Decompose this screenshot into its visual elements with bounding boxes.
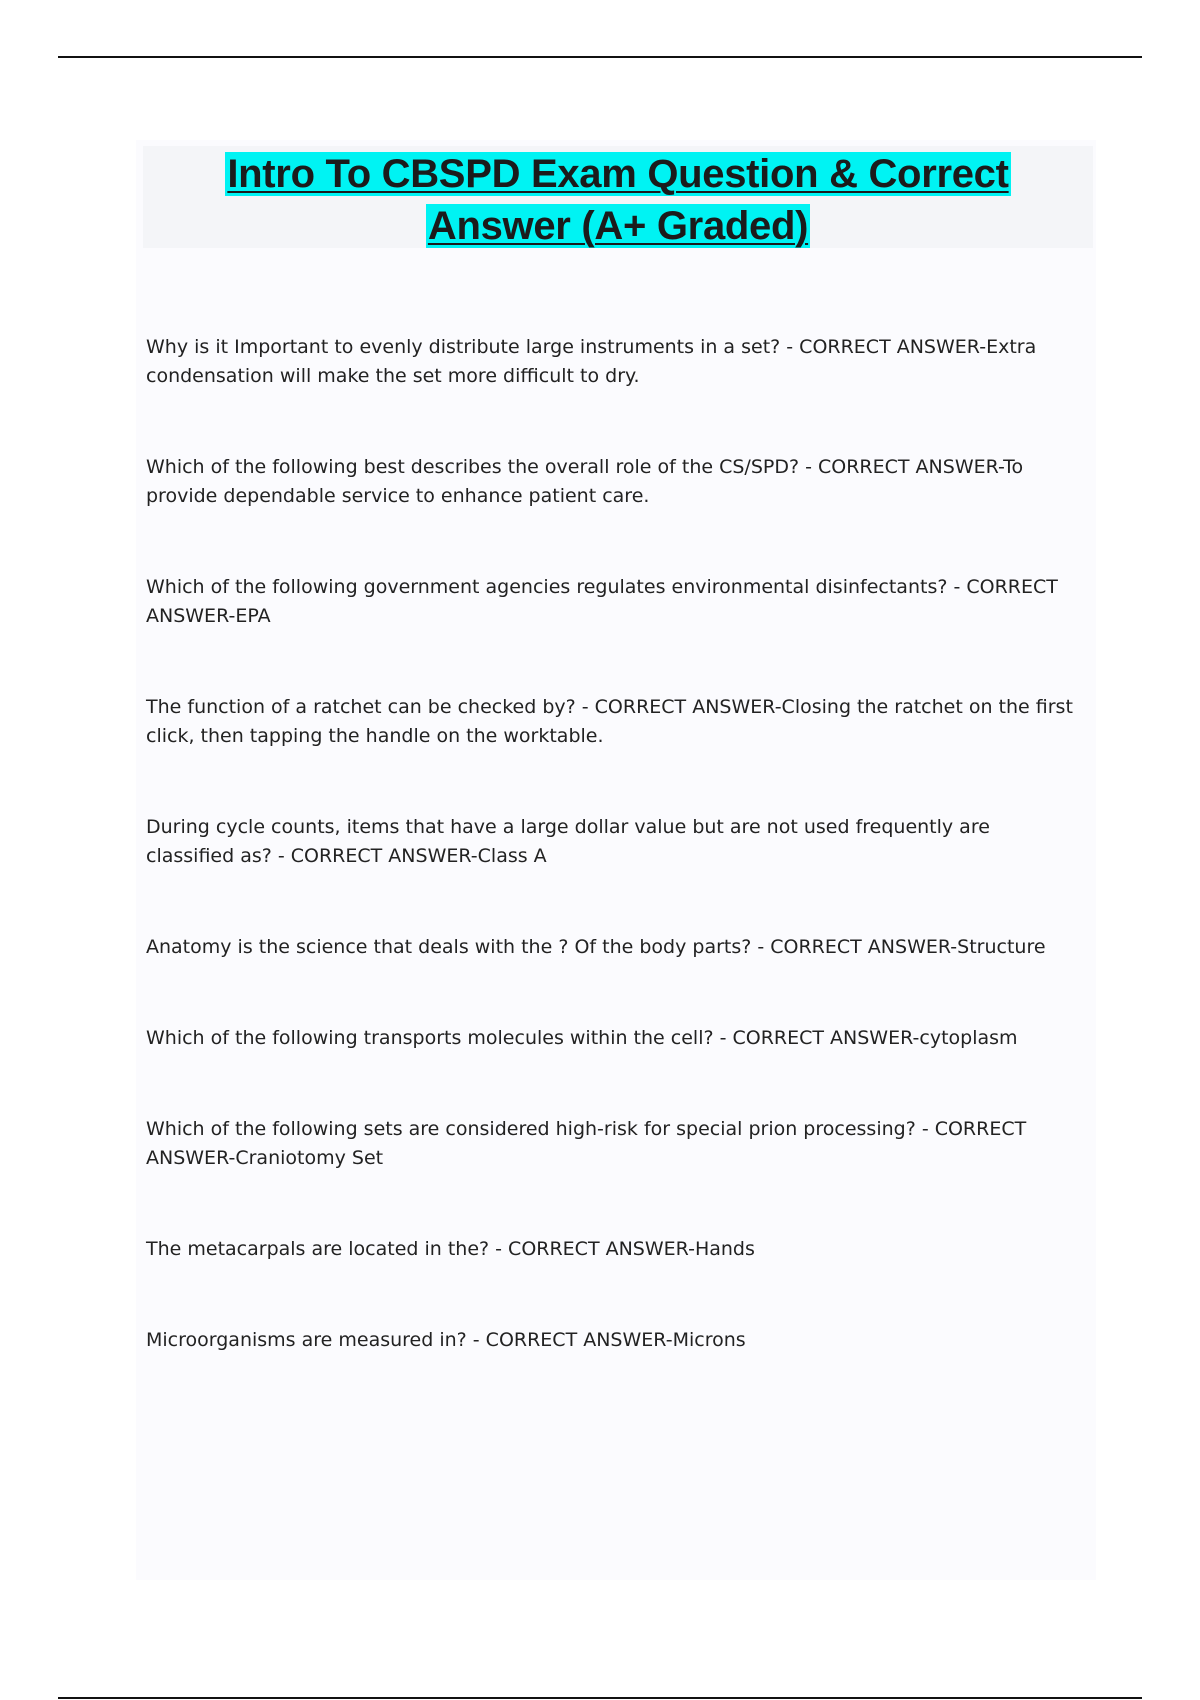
qa-item: The metacarpals are located in the? - CORRECT ANSWER-Hands <box>146 1238 755 1260</box>
title-block <box>143 146 1093 248</box>
title-line-1: Intro To CBSPD Exam Question & Correct <box>227 152 1009 196</box>
qa-item: Anatomy is the science that deals with the ? Of the body parts? - CORRECT ANSWER-Structure <box>146 936 1046 958</box>
qa-item: Microorganisms are measured in? - CORRECT ANSWER-Microns <box>146 1329 746 1351</box>
header-rule <box>58 56 1142 58</box>
qa-item: The function of a ratchet can be checked by? - CORRECT ANSWER-Closing the ratchet on the first click, then tapping the handle on the worktable. <box>146 696 1073 747</box>
qa-item: Which of the following government agencies regulates environmental disinfectants? - CORRECT ANSWER-EPA <box>146 576 1058 627</box>
qa-item: Why is it Important to evenly distribute large instruments in a set? - CORRECT ANSWER-Extra condensation will make the set more difficult to dry. <box>146 336 1037 387</box>
qa-item: Which of the following sets are considered high-risk for special prion processing? - CORRECT ANSWER-Craniotomy Set <box>146 1118 1027 1169</box>
title-line-2: Answer (A+ Graded) <box>427 204 809 248</box>
page-title <box>143 146 1093 252</box>
qa-item: Which of the following best describes the overall role of the CS/SPD? - CORRECT ANSWER-To provide dependable service to enhance patient care. <box>146 456 1024 507</box>
qa-list <box>146 333 1081 1417</box>
qa-item: Which of the following transports molecules within the cell? - CORRECT ANSWER-cytoplasm <box>146 1027 1018 1049</box>
footer-rule <box>58 1697 1142 1699</box>
qa-item: During cycle counts, items that have a large dollar value but are not used frequently are classified as? - CORRECT ANSWER-Class A <box>146 816 990 867</box>
